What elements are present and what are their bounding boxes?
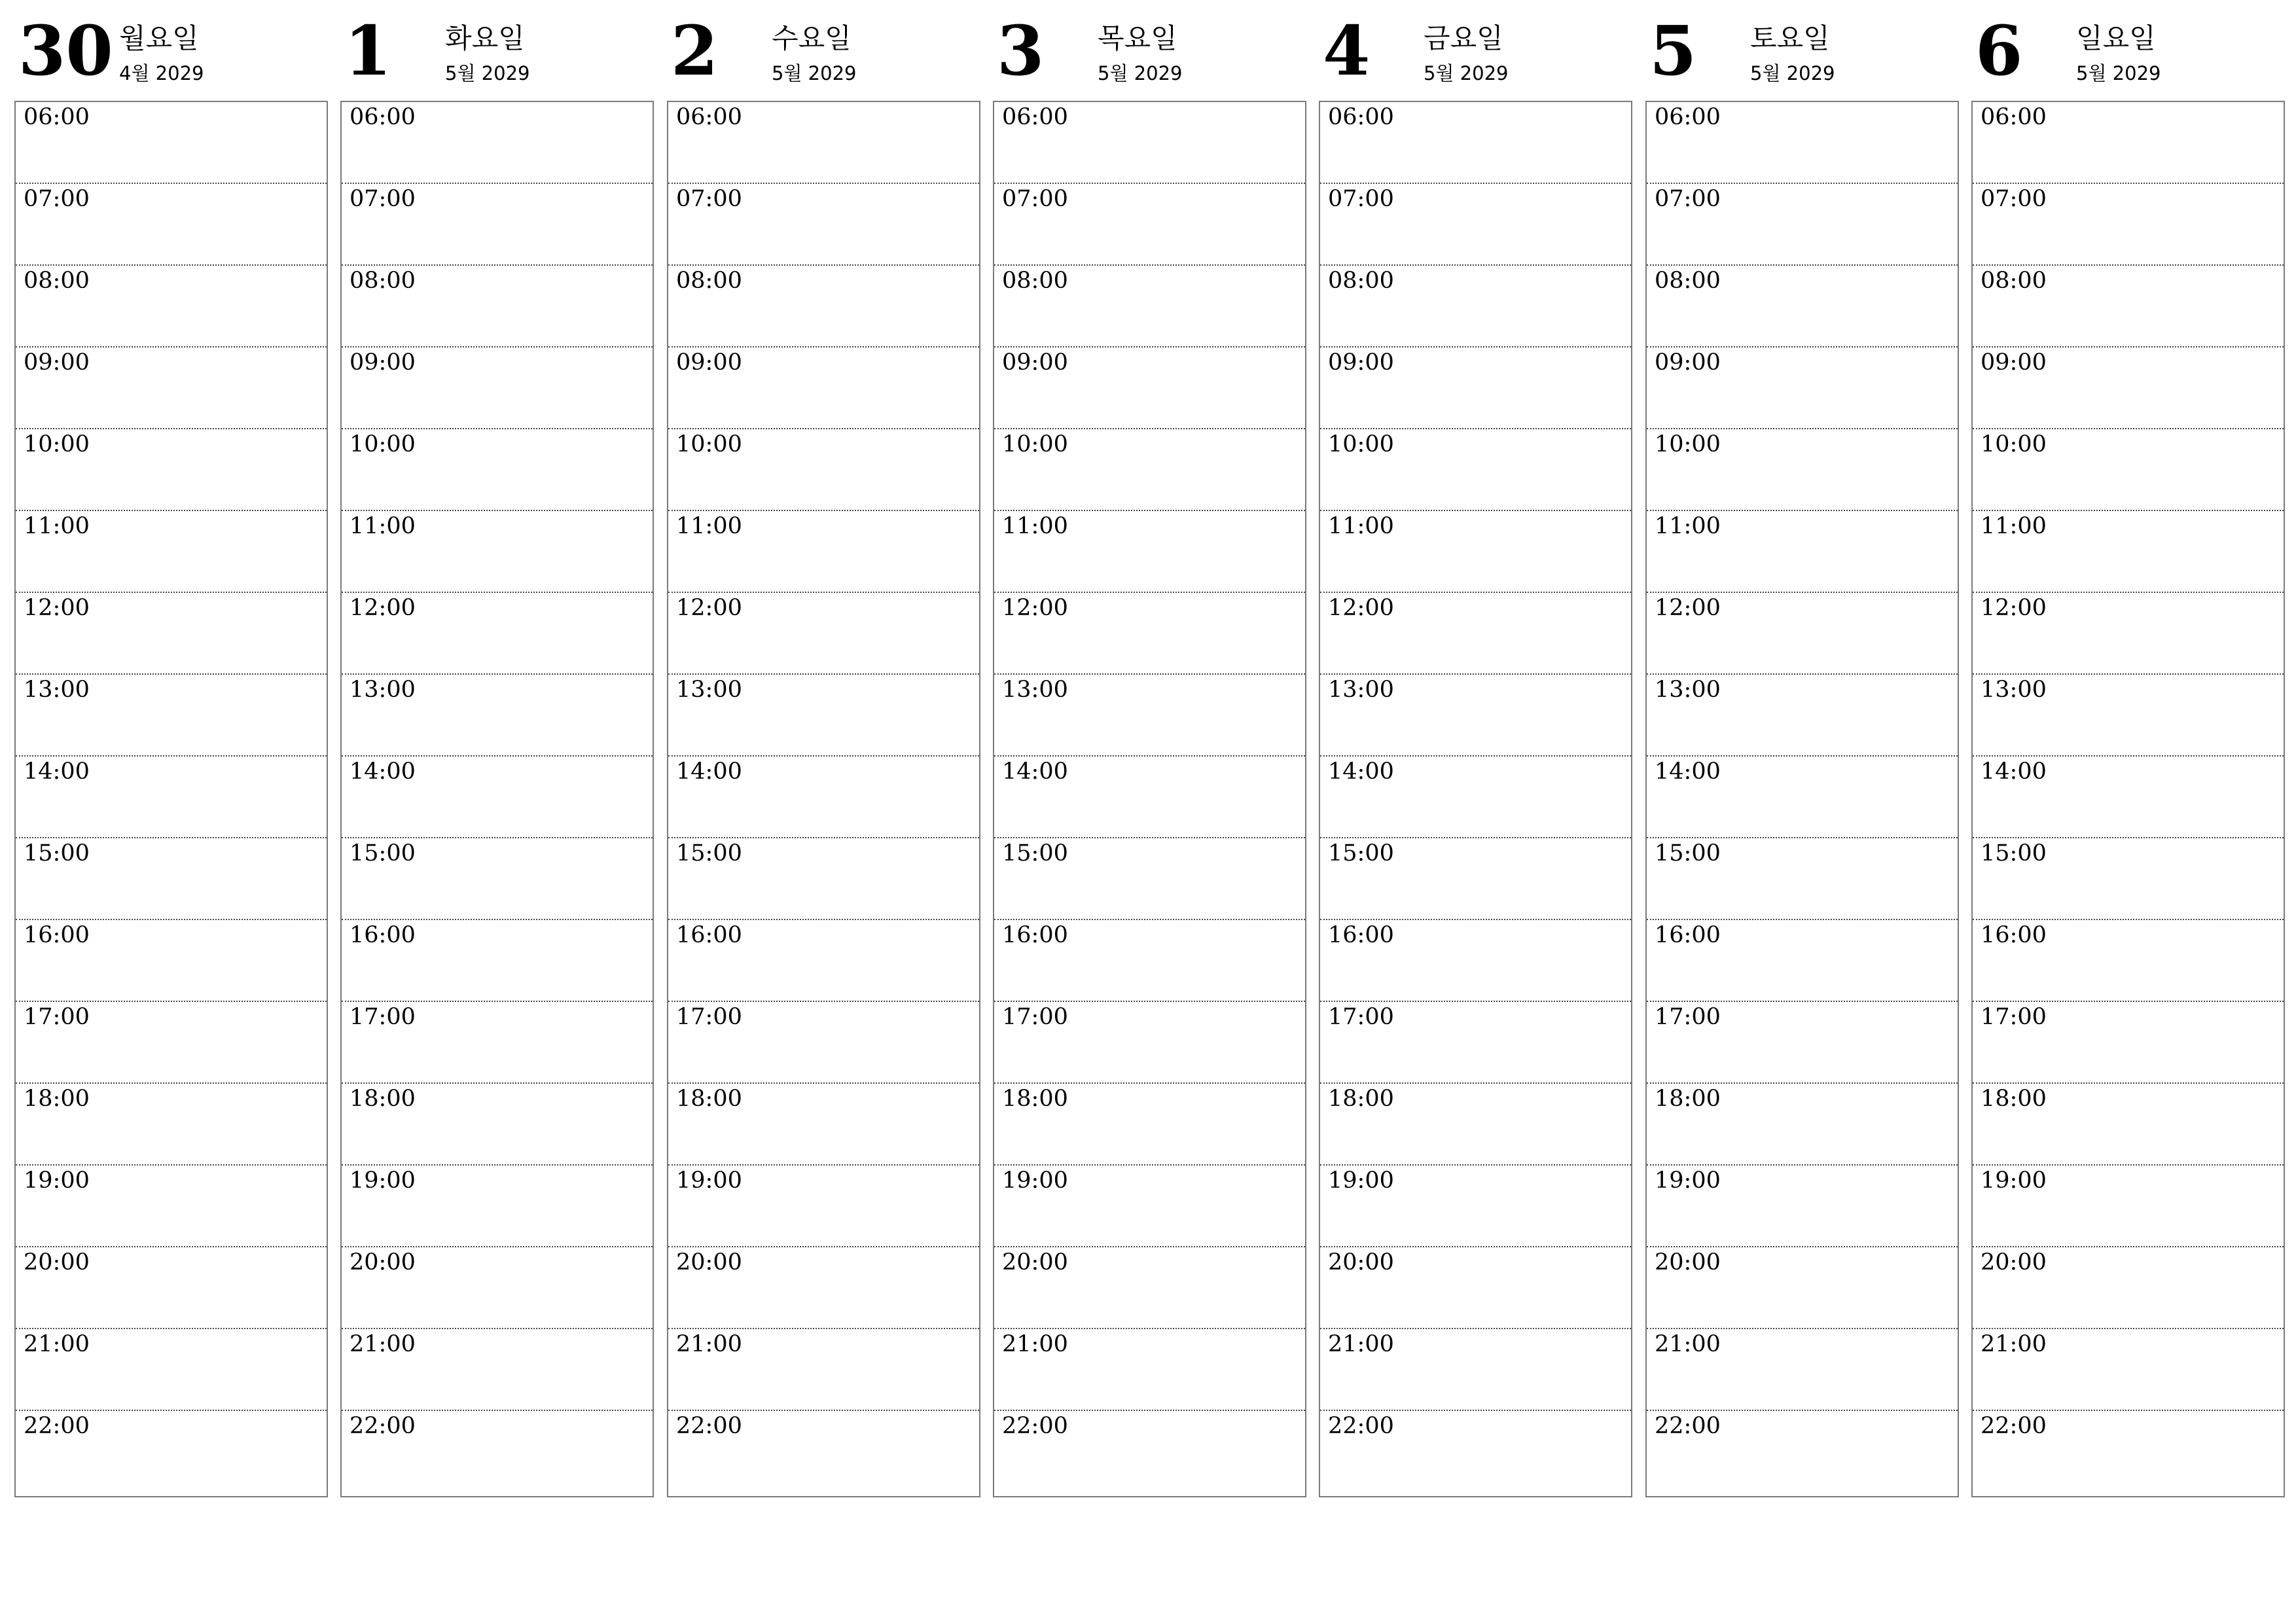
- hour-label: 11:00: [676, 513, 742, 539]
- hour-label: 21:00: [1328, 1331, 1394, 1357]
- hour-slot[interactable]: [668, 184, 979, 266]
- hour-slot[interactable]: [16, 1084, 327, 1166]
- hour-label: 14:00: [1002, 758, 1068, 785]
- hour-label: 11:00: [1655, 513, 1721, 539]
- day-column: [1319, 0, 1632, 1439]
- day-schedule-box: [1971, 101, 2285, 1497]
- hour-label: 21:00: [24, 1331, 90, 1357]
- hour-slot[interactable]: [994, 1166, 1305, 1247]
- hour-label: 07:00: [1002, 186, 1068, 212]
- hour-label: 14:00: [350, 758, 416, 785]
- day-schedule-box: [993, 101, 1306, 1497]
- hour-slot[interactable]: [994, 102, 1305, 184]
- hour-label: 13:00: [1655, 677, 1721, 703]
- hour-label: 17:00: [1002, 1004, 1068, 1030]
- hour-slot[interactable]: [342, 1329, 653, 1411]
- hour-label: 06:00: [1328, 104, 1394, 130]
- hour-label: 20:00: [1655, 1249, 1721, 1275]
- hour-label: 10:00: [676, 431, 742, 457]
- hour-label: 09:00: [1002, 349, 1068, 376]
- hour-label: 12:00: [1655, 595, 1721, 621]
- hour-slot[interactable]: [1973, 1084, 2284, 1166]
- hour-slot[interactable]: [16, 593, 327, 675]
- hour-label: 06:00: [24, 104, 90, 130]
- hour-label: 19:00: [1655, 1168, 1721, 1194]
- hour-label: 16:00: [1328, 922, 1394, 948]
- hour-label: 09:00: [1328, 349, 1394, 376]
- day-schedule-box: [1645, 101, 1959, 1497]
- hour-slot[interactable]: [1973, 593, 2284, 675]
- hour-slot[interactable]: [342, 511, 653, 593]
- hour-label: 17:00: [1328, 1004, 1394, 1030]
- hour-label: 10:00: [24, 431, 90, 457]
- hour-slot[interactable]: [994, 1247, 1305, 1329]
- hour-label: 09:00: [350, 349, 416, 376]
- hour-label: 18:00: [1655, 1086, 1721, 1112]
- hour-slot[interactable]: [1320, 102, 1631, 184]
- hour-label: 12:00: [1328, 595, 1394, 621]
- weekday-label: 금요일: [1424, 22, 1503, 54]
- hour-label: 10:00: [1981, 431, 2047, 457]
- hour-slot[interactable]: [1320, 593, 1631, 675]
- day-number: 5: [1649, 10, 1697, 91]
- day-number: 4: [1323, 10, 1371, 91]
- hour-slot[interactable]: [668, 675, 979, 757]
- day-column: [1645, 0, 1959, 1439]
- hour-slot[interactable]: [1647, 1084, 1958, 1166]
- hour-slot[interactable]: [1973, 1166, 2284, 1247]
- hour-label: 12:00: [350, 595, 416, 621]
- hour-slot[interactable]: [1973, 675, 2284, 757]
- hour-slot[interactable]: [342, 1247, 653, 1329]
- hour-slot[interactable]: [1320, 1084, 1631, 1166]
- hour-slot[interactable]: [16, 1329, 327, 1411]
- hour-label: 15:00: [1002, 840, 1068, 866]
- day-schedule-box: [1319, 101, 1632, 1497]
- hour-slot[interactable]: [1647, 511, 1958, 593]
- weekday-label: 월요일: [119, 22, 199, 54]
- hour-label: 15:00: [1328, 840, 1394, 866]
- hour-slot[interactable]: [1320, 1247, 1631, 1329]
- hour-slot[interactable]: [342, 348, 653, 429]
- hour-label: 22:00: [1655, 1413, 1721, 1439]
- hour-slot[interactable]: [342, 920, 653, 1002]
- hour-slot[interactable]: [1647, 1247, 1958, 1329]
- month-year-label: 5월 2029: [772, 62, 857, 84]
- hour-label: 09:00: [676, 349, 742, 376]
- hour-slot[interactable]: [994, 1329, 1305, 1411]
- hour-slot[interactable]: [1320, 1329, 1631, 1411]
- hour-slot[interactable]: [16, 511, 327, 593]
- hour-label: 08:00: [1002, 268, 1068, 294]
- hour-slot[interactable]: [1973, 184, 2284, 266]
- weekday-label: 수요일: [772, 22, 852, 54]
- hour-slot[interactable]: [1647, 1411, 1958, 1493]
- hour-label: 07:00: [1655, 186, 1721, 212]
- hour-slot[interactable]: [994, 184, 1305, 266]
- hour-label: 15:00: [676, 840, 742, 866]
- hour-slot[interactable]: [668, 1002, 979, 1084]
- hour-slot[interactable]: [342, 1002, 653, 1084]
- hour-slot[interactable]: [16, 266, 327, 348]
- hour-slot[interactable]: [668, 348, 979, 429]
- hour-label: 22:00: [1002, 1413, 1068, 1439]
- hour-slot[interactable]: [1647, 1329, 1958, 1411]
- hour-label: 11:00: [350, 513, 416, 539]
- hour-label: 14:00: [1328, 758, 1394, 785]
- hour-label: 21:00: [1002, 1331, 1068, 1357]
- hour-slot[interactable]: [342, 266, 653, 348]
- hour-label: 19:00: [24, 1168, 90, 1194]
- hour-slot[interactable]: [16, 184, 327, 266]
- hour-label: 09:00: [1655, 349, 1721, 376]
- hour-label: 14:00: [676, 758, 742, 785]
- weekday-label: 목요일: [1098, 22, 1177, 54]
- hour-label: 19:00: [1981, 1168, 2047, 1194]
- hour-slot[interactable]: [668, 102, 979, 184]
- hour-label: 10:00: [1002, 431, 1068, 457]
- hour-label: 09:00: [24, 349, 90, 376]
- hour-label: 13:00: [1002, 677, 1068, 703]
- hour-label: 13:00: [676, 677, 742, 703]
- hour-slot[interactable]: [16, 675, 327, 757]
- hour-slot[interactable]: [342, 838, 653, 920]
- hour-label: 06:00: [1655, 104, 1721, 130]
- day-column: [1971, 0, 2285, 1439]
- hour-label: 15:00: [1981, 840, 2047, 866]
- hour-label: 13:00: [24, 677, 90, 703]
- hour-slot[interactable]: [1973, 102, 2284, 184]
- hour-label: 16:00: [1981, 922, 2047, 948]
- hour-slot[interactable]: [16, 1411, 327, 1493]
- hour-label: 15:00: [350, 840, 416, 866]
- hour-slot[interactable]: [1647, 757, 1958, 838]
- hour-label: 11:00: [24, 513, 90, 539]
- hour-label: 07:00: [1981, 186, 2047, 212]
- hour-label: 16:00: [1655, 922, 1721, 948]
- hour-label: 08:00: [1655, 268, 1721, 294]
- hour-slot[interactable]: [1320, 1166, 1631, 1247]
- day-schedule-box: [340, 101, 654, 1497]
- hour-label: 22:00: [350, 1413, 416, 1439]
- hour-label: 14:00: [1655, 758, 1721, 785]
- day-header: [1971, 0, 2285, 99]
- hour-label: 11:00: [1981, 513, 2047, 539]
- day-number: 3: [997, 10, 1045, 91]
- hour-label: 14:00: [24, 758, 90, 785]
- hour-slot[interactable]: [1320, 184, 1631, 266]
- hour-slot[interactable]: [1320, 429, 1631, 511]
- hour-slot[interactable]: [1647, 593, 1958, 675]
- hour-slot[interactable]: [1647, 675, 1958, 757]
- hour-label: 17:00: [1981, 1004, 2047, 1030]
- day-header: [340, 0, 654, 99]
- hour-label: 20:00: [24, 1249, 90, 1275]
- hour-slot[interactable]: [16, 1002, 327, 1084]
- hour-label: 16:00: [24, 922, 90, 948]
- hour-slot[interactable]: [1973, 1002, 2284, 1084]
- hour-label: 14:00: [1981, 758, 2047, 785]
- hour-slot[interactable]: [1973, 266, 2284, 348]
- hour-label: 12:00: [1981, 595, 2047, 621]
- hour-label: 07:00: [24, 186, 90, 212]
- day-column: [667, 0, 980, 1439]
- hour-slot[interactable]: [668, 593, 979, 675]
- hour-slot[interactable]: [1320, 757, 1631, 838]
- hour-label: 19:00: [1002, 1168, 1068, 1194]
- hour-slot[interactable]: [668, 1329, 979, 1411]
- hour-slot[interactable]: [342, 102, 653, 184]
- day-column: [340, 0, 654, 1439]
- hour-slot[interactable]: [668, 266, 979, 348]
- month-year-label: 5월 2029: [1750, 62, 1835, 84]
- hour-slot[interactable]: [1973, 757, 2284, 838]
- hour-slot[interactable]: [1320, 838, 1631, 920]
- month-year-label: 5월 2029: [445, 62, 530, 84]
- hour-slot[interactable]: [1973, 1411, 2284, 1493]
- hour-label: 22:00: [676, 1413, 742, 1439]
- day-header: [14, 0, 328, 99]
- hour-label: 12:00: [676, 595, 742, 621]
- hour-slot[interactable]: [994, 1411, 1305, 1493]
- day-number: 6: [1975, 10, 2023, 91]
- day-header: [993, 0, 1306, 99]
- hour-label: 17:00: [350, 1004, 416, 1030]
- month-year-label: 5월 2029: [1098, 62, 1183, 84]
- hour-slot[interactable]: [1973, 920, 2284, 1002]
- hour-slot[interactable]: [994, 1002, 1305, 1084]
- hour-label: 09:00: [1981, 349, 2047, 376]
- hour-label: 22:00: [1981, 1413, 2047, 1439]
- hour-slot[interactable]: [668, 1411, 979, 1493]
- hour-slot[interactable]: [16, 838, 327, 920]
- hour-label: 17:00: [1655, 1004, 1721, 1030]
- hour-slot[interactable]: [994, 675, 1305, 757]
- hour-label: 06:00: [1981, 104, 2047, 130]
- hour-slot[interactable]: [668, 757, 979, 838]
- hour-slot[interactable]: [1973, 1329, 2284, 1411]
- day-number: 1: [344, 10, 392, 91]
- hour-slot[interactable]: [16, 102, 327, 184]
- hour-label: 10:00: [350, 431, 416, 457]
- hour-slot[interactable]: [994, 348, 1305, 429]
- hour-slot[interactable]: [1973, 348, 2284, 429]
- weekday-label: 일요일: [2076, 22, 2156, 54]
- hour-slot[interactable]: [1320, 1002, 1631, 1084]
- day-header: [1319, 0, 1632, 99]
- hour-slot[interactable]: [1973, 1247, 2284, 1329]
- hour-label: 19:00: [350, 1168, 416, 1194]
- hour-slot[interactable]: [16, 757, 327, 838]
- hour-label: 18:00: [1328, 1086, 1394, 1112]
- day-schedule-box: [667, 101, 980, 1497]
- hour-label: 08:00: [1981, 268, 2047, 294]
- hour-slot[interactable]: [668, 511, 979, 593]
- hour-slot[interactable]: [1647, 266, 1958, 348]
- hour-label: 18:00: [350, 1086, 416, 1112]
- hour-slot[interactable]: [1647, 838, 1958, 920]
- hour-label: 20:00: [350, 1249, 416, 1275]
- hour-label: 11:00: [1328, 513, 1394, 539]
- hour-label: 06:00: [676, 104, 742, 130]
- hour-slot[interactable]: [342, 757, 653, 838]
- hour-label: 08:00: [676, 268, 742, 294]
- hour-label: 16:00: [350, 922, 416, 948]
- hour-slot[interactable]: [668, 1084, 979, 1166]
- hour-slot[interactable]: [342, 593, 653, 675]
- hour-label: 16:00: [1002, 922, 1068, 948]
- hour-slot[interactable]: [1973, 511, 2284, 593]
- hour-slot[interactable]: [1973, 838, 2284, 920]
- hour-label: 15:00: [1655, 840, 1721, 866]
- hour-label: 12:00: [1002, 595, 1068, 621]
- hour-slot[interactable]: [1320, 675, 1631, 757]
- hour-slot[interactable]: [342, 429, 653, 511]
- hour-label: 06:00: [1002, 104, 1068, 130]
- hour-slot[interactable]: [342, 1084, 653, 1166]
- day-schedule-box: [14, 101, 328, 1497]
- day-number: 2: [671, 10, 719, 91]
- hour-slot[interactable]: [994, 511, 1305, 593]
- hour-label: 08:00: [1328, 268, 1394, 294]
- hour-slot[interactable]: [994, 1084, 1305, 1166]
- hour-slot[interactable]: [1647, 102, 1958, 184]
- hour-slot[interactable]: [342, 184, 653, 266]
- hour-slot[interactable]: [342, 675, 653, 757]
- hour-slot[interactable]: [16, 1166, 327, 1247]
- hour-slot[interactable]: [994, 838, 1305, 920]
- hour-label: 08:00: [350, 268, 416, 294]
- hour-slot[interactable]: [994, 920, 1305, 1002]
- hour-slot[interactable]: [1320, 1411, 1631, 1493]
- hour-slot[interactable]: [16, 429, 327, 511]
- weekday-label: 토요일: [1750, 22, 1830, 54]
- hour-label: 18:00: [676, 1086, 742, 1112]
- hour-slot[interactable]: [1320, 266, 1631, 348]
- hour-slot[interactable]: [1320, 348, 1631, 429]
- hour-label: 20:00: [1981, 1249, 2047, 1275]
- hour-label: 13:00: [350, 677, 416, 703]
- hour-slot[interactable]: [1320, 920, 1631, 1002]
- hour-label: 16:00: [676, 922, 742, 948]
- day-header: [1645, 0, 1959, 99]
- hour-label: 17:00: [24, 1004, 90, 1030]
- weekday-label: 화요일: [445, 22, 525, 54]
- month-year-label: 5월 2029: [2076, 62, 2161, 84]
- hour-slot[interactable]: [1647, 1166, 1958, 1247]
- hour-label: 10:00: [1655, 431, 1721, 457]
- hour-label: 21:00: [1981, 1331, 2047, 1357]
- hour-label: 15:00: [24, 840, 90, 866]
- hour-label: 20:00: [676, 1249, 742, 1275]
- hour-slot[interactable]: [1973, 429, 2284, 511]
- hour-label: 07:00: [676, 186, 742, 212]
- hour-slot[interactable]: [1320, 511, 1631, 593]
- hour-label: 20:00: [1328, 1249, 1394, 1275]
- hour-slot[interactable]: [342, 1166, 653, 1247]
- hour-label: 21:00: [350, 1331, 416, 1357]
- hour-slot[interactable]: [668, 1247, 979, 1329]
- hour-slot[interactable]: [1647, 348, 1958, 429]
- hour-label: 06:00: [350, 104, 416, 130]
- hour-slot[interactable]: [16, 1247, 327, 1329]
- hour-label: 08:00: [24, 268, 90, 294]
- hour-label: 19:00: [1328, 1168, 1394, 1194]
- hour-label: 13:00: [1328, 677, 1394, 703]
- hour-slot[interactable]: [668, 838, 979, 920]
- day-column: [14, 0, 328, 1439]
- hour-slot[interactable]: [668, 920, 979, 1002]
- hour-label: 19:00: [676, 1168, 742, 1194]
- hour-label: 17:00: [676, 1004, 742, 1030]
- hour-slot[interactable]: [994, 429, 1305, 511]
- hour-label: 18:00: [1002, 1086, 1068, 1112]
- month-year-label: 4월 2029: [119, 62, 204, 84]
- hour-slot[interactable]: [16, 348, 327, 429]
- hour-slot[interactable]: [1647, 1002, 1958, 1084]
- hour-label: 10:00: [1328, 431, 1394, 457]
- hour-slot[interactable]: [342, 1411, 653, 1493]
- hour-label: 07:00: [350, 186, 416, 212]
- hour-slot[interactable]: [1647, 184, 1958, 266]
- hour-label: 11:00: [1002, 513, 1068, 539]
- day-number: 30: [18, 10, 113, 91]
- hour-slot[interactable]: [668, 429, 979, 511]
- hour-slot[interactable]: [1647, 920, 1958, 1002]
- hour-slot[interactable]: [994, 757, 1305, 838]
- hour-label: 12:00: [24, 595, 90, 621]
- hour-slot[interactable]: [16, 920, 327, 1002]
- hour-slot[interactable]: [1647, 429, 1958, 511]
- hour-label: 18:00: [24, 1086, 90, 1112]
- hour-slot[interactable]: [668, 1166, 979, 1247]
- hour-label: 07:00: [1328, 186, 1394, 212]
- hour-label: 20:00: [1002, 1249, 1068, 1275]
- hour-label: 21:00: [1655, 1331, 1721, 1357]
- hour-slot[interactable]: [994, 266, 1305, 348]
- hour-label: 22:00: [24, 1413, 90, 1439]
- month-year-label: 5월 2029: [1424, 62, 1509, 84]
- day-header: [667, 0, 980, 99]
- hour-label: 21:00: [676, 1331, 742, 1357]
- hour-slot[interactable]: [994, 593, 1305, 675]
- hour-label: 13:00: [1981, 677, 2047, 703]
- hour-label: 18:00: [1981, 1086, 2047, 1112]
- day-column: [993, 0, 1306, 1439]
- hour-label: 22:00: [1328, 1413, 1394, 1439]
